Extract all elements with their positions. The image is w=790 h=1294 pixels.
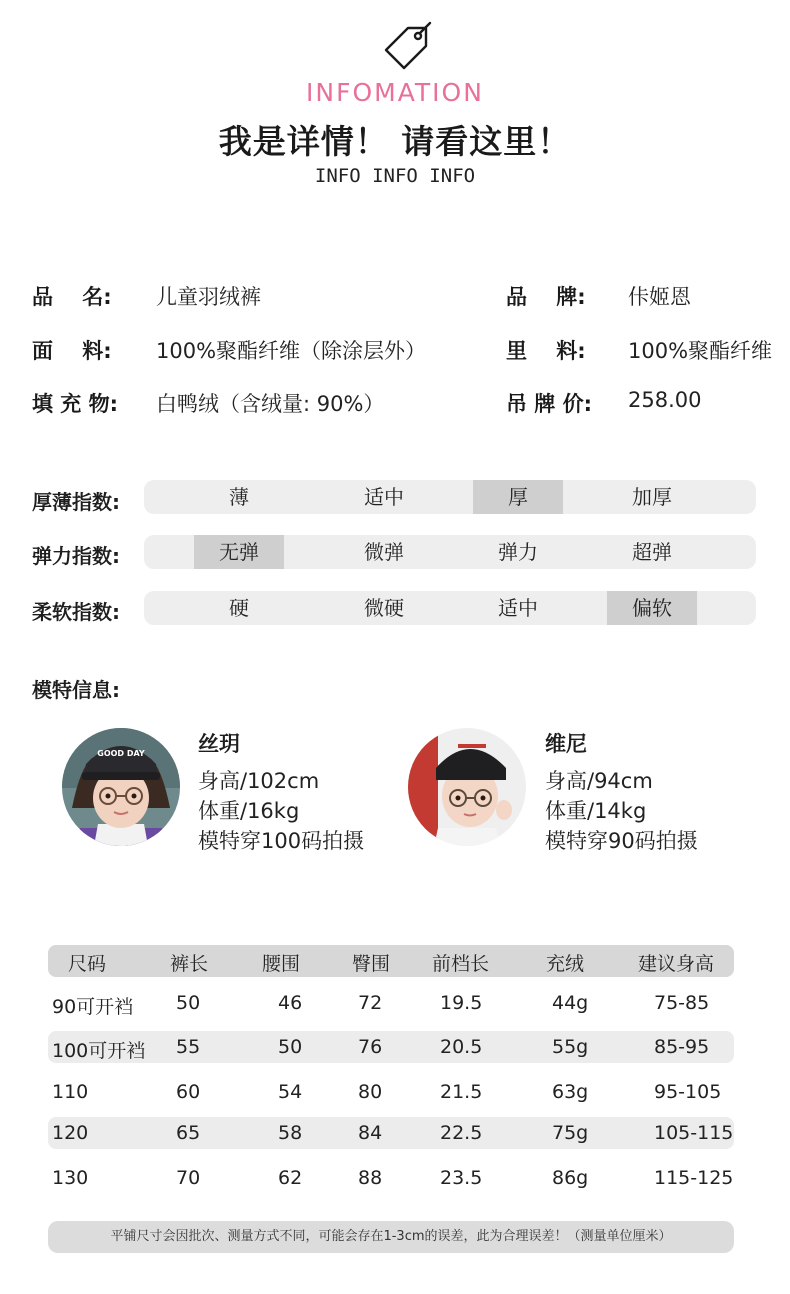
thickness-option-medium: 适中 bbox=[364, 485, 404, 509]
model-wear-1: 模特穿100码拍摄 bbox=[198, 829, 365, 853]
thickness-index-bar bbox=[144, 480, 756, 514]
table-cell: 80 bbox=[358, 1081, 383, 1103]
table-cell: 50 bbox=[278, 1036, 303, 1058]
cap-text: GOOD DAY bbox=[97, 749, 145, 758]
model-avatar-1 bbox=[62, 728, 180, 846]
spec-name-label: 品 名: bbox=[32, 285, 112, 309]
child-portrait-2 bbox=[408, 728, 526, 846]
table-cell: 63g bbox=[552, 1081, 589, 1103]
brand-en-heading: INFOMATION bbox=[306, 78, 484, 107]
price-tag-icon bbox=[378, 20, 436, 76]
table-cell: 95-105 bbox=[654, 1081, 722, 1103]
table-cell: 76 bbox=[358, 1036, 383, 1058]
elasticity-index-bar bbox=[144, 535, 756, 569]
thickness-option-thick: 厚 bbox=[473, 480, 563, 514]
elasticity-option-super: 超弹 bbox=[632, 540, 672, 564]
spec-lining-label: 里 料: bbox=[506, 339, 586, 363]
table-row bbox=[48, 990, 734, 1020]
table-cell: 44g bbox=[552, 992, 589, 1014]
spec-brand-label: 品 牌: bbox=[506, 285, 586, 309]
model-wear-2: 模特穿90码拍摄 bbox=[545, 829, 698, 853]
elasticity-option-slight: 微弹 bbox=[364, 540, 404, 564]
header-suggested-height: 建议身高 bbox=[638, 953, 715, 975]
child-portrait-1 bbox=[62, 728, 180, 846]
softness-index-bar bbox=[144, 591, 756, 625]
table-cell: 21.5 bbox=[440, 1081, 483, 1103]
table-cell: 20.5 bbox=[440, 1036, 483, 1058]
table-cell: 100可开裆 bbox=[52, 1040, 146, 1062]
table-cell: 70 bbox=[176, 1167, 201, 1189]
table-cell: 50 bbox=[176, 992, 201, 1014]
models-title: 模特信息: bbox=[32, 678, 120, 702]
table-cell: 23.5 bbox=[440, 1167, 483, 1189]
softness-option-soft: 偏软 bbox=[607, 591, 697, 625]
header-hip: 臀围 bbox=[352, 953, 391, 975]
model-weight-2: 体重/14kg bbox=[545, 799, 647, 823]
table-cell: 65 bbox=[176, 1122, 201, 1144]
spec-filling-value: 白鸭绒（含绒量: 90%） bbox=[156, 392, 385, 416]
spec-fabric-label: 面 料: bbox=[32, 339, 112, 363]
table-cell: 19.5 bbox=[440, 992, 483, 1014]
spec-name-value: 儿童羽绒裤 bbox=[156, 285, 261, 309]
table-cell: 115-125 bbox=[654, 1167, 734, 1189]
table-row bbox=[48, 1034, 734, 1064]
table-cell: 90可开裆 bbox=[52, 996, 134, 1018]
header-size: 尺码 bbox=[68, 953, 107, 975]
header-waist: 腰围 bbox=[262, 953, 301, 975]
table-cell: 58 bbox=[278, 1122, 303, 1144]
header-front-rise: 前档长 bbox=[432, 953, 490, 975]
elasticity-index-label: 弹力指数: bbox=[32, 544, 120, 568]
table-cell: 88 bbox=[358, 1167, 383, 1189]
headline: 我是详情！ 请看这里！ bbox=[218, 122, 572, 161]
softness-option-hard: 硬 bbox=[229, 596, 249, 620]
table-cell: 75-85 bbox=[654, 992, 710, 1014]
table-cell: 75g bbox=[552, 1122, 589, 1144]
table-cell: 60 bbox=[176, 1081, 201, 1103]
table-cell: 110 bbox=[52, 1081, 89, 1103]
table-row bbox=[48, 1120, 734, 1150]
table-row bbox=[48, 1079, 734, 1109]
table-cell: 130 bbox=[52, 1167, 89, 1189]
softness-option-slightly-hard: 微硬 bbox=[364, 596, 404, 620]
thickness-option-extra-thick: 加厚 bbox=[632, 485, 672, 509]
measurement-footnote: 平铺尺寸会因批次、测量方式不同，可能会存在1-3cm的误差，此为合理误差！（测量单位厘米） bbox=[48, 1221, 734, 1253]
model-weight-1: 体重/16kg bbox=[198, 799, 300, 823]
table-cell: 85-95 bbox=[654, 1036, 710, 1058]
table-cell: 105-115 bbox=[654, 1122, 734, 1144]
spec-fabric-value: 100%聚酯纤维（除涂层外） bbox=[156, 339, 427, 363]
spec-price-value: 258.00 bbox=[628, 388, 702, 412]
header-length: 裤长 bbox=[170, 953, 209, 975]
elasticity-option-elastic: 弹力 bbox=[498, 540, 538, 564]
model-height-1: 身高/102cm bbox=[198, 769, 320, 793]
size-table-header bbox=[48, 945, 734, 977]
softness-index-label: 柔软指数: bbox=[32, 600, 120, 624]
table-cell: 54 bbox=[278, 1081, 303, 1103]
softness-option-medium: 适中 bbox=[498, 596, 538, 620]
model-name-2: 维尼 bbox=[545, 732, 587, 756]
spec-lining-value: 100%聚酯纤维 bbox=[628, 339, 773, 363]
table-cell: 72 bbox=[358, 992, 383, 1014]
table-cell: 86g bbox=[552, 1167, 589, 1189]
table-cell: 46 bbox=[278, 992, 303, 1014]
model-avatar-2 bbox=[408, 728, 526, 846]
info-subtitle: INFO INFO INFO bbox=[314, 165, 476, 187]
elasticity-option-none: 无弹 bbox=[194, 535, 284, 569]
table-cell: 62 bbox=[278, 1167, 303, 1189]
table-cell: 22.5 bbox=[440, 1122, 483, 1144]
table-row bbox=[48, 1165, 734, 1195]
spec-brand-value: 佧姬恩 bbox=[628, 285, 691, 309]
spec-price-label: 吊 牌 价: bbox=[506, 392, 593, 416]
model-height-2: 身高/94cm bbox=[545, 769, 653, 793]
table-cell: 55g bbox=[552, 1036, 589, 1058]
table-cell: 120 bbox=[52, 1122, 89, 1144]
spec-filling-label: 填 充 物: bbox=[32, 392, 119, 416]
thickness-option-thin: 薄 bbox=[229, 485, 249, 509]
model-name-1: 丝玥 bbox=[198, 732, 240, 756]
thickness-index-label: 厚薄指数: bbox=[32, 490, 120, 514]
table-cell: 84 bbox=[358, 1122, 383, 1144]
table-cell: 55 bbox=[176, 1036, 201, 1058]
header-down-fill: 充绒 bbox=[546, 953, 585, 975]
